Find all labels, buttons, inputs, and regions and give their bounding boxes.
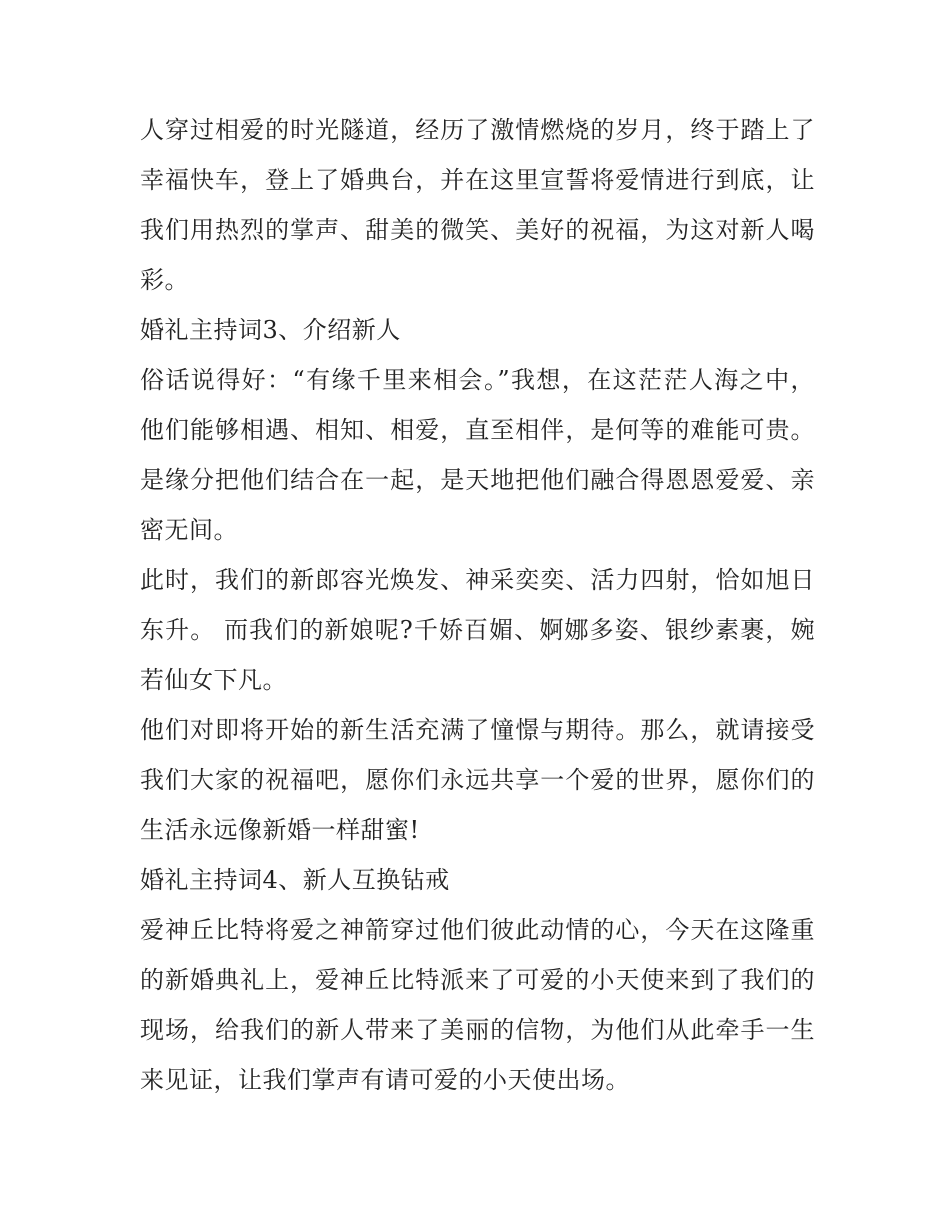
paragraph-blessing: 他们对即将开始的新生活充满了憧憬与期待。那么，就请接受我们大家的祝福吧，愿你们永远共享一个爱的世界，愿你们的生活永远像新婚一样甜蜜!	[140, 716, 815, 844]
paragraph-introduction: 俗话说得好：“有缘千里来相会。”我想，在这茫茫人海之中，他们能够相遇、相知、相爱，直至相伴，是何等的难能可贵。是缘分把他们结合在一起，是天地把他们融合得恩恩爱爱、亲密无间。	[140, 366, 815, 544]
section-heading-4: 婚礼主持词4、新人互换钻戒	[140, 866, 450, 894]
paragraph-groom-bride: 此时，我们的新郎容光焕发、神采奕奕、活力四射，恰如旭日东升。 而我们的新娘呢?千娇百媚、婀娜多姿、银纱素裹，婉若仙女下凡。	[140, 566, 815, 694]
document-body	[140, 105, 815, 1105]
paragraph-continuation: 人穿过相爱的时光隧道，经历了激情燃烧的岁月，终于踏上了幸福快车，登上了婚典台，并在这里宣誓将爱情进行到底，让我们用热烈的掌声、甜美的微笑、美好的祝福，为这对新人喝彩。	[140, 116, 815, 294]
paragraph-ring-exchange: 爱神丘比特将爱之神箭穿过他们彼此动情的心，今天在这隆重的新婚典礼上，爱神丘比特派来了可爱的小天使来到了我们的现场，给我们的新人带来了美丽的信物，为他们从此牵手一生来见证，让我们掌声有请可爱的小天使出场。	[140, 916, 815, 1094]
section-heading-3: 婚礼主持词3、介绍新人	[140, 316, 401, 344]
